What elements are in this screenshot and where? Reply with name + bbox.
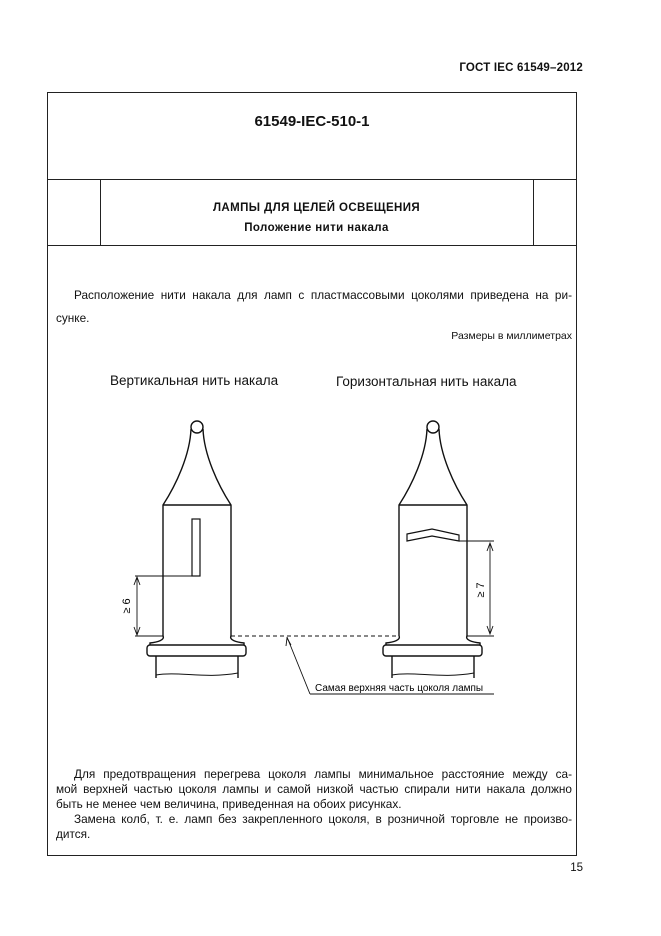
body-p2-line-1: Замена колб, т. е. ламп без закрепленного цоколя, в розничной торговле не произво-	[74, 812, 572, 826]
right-dimension-label: ≥ 7	[475, 582, 487, 598]
page-number: 15	[570, 862, 583, 874]
body-p2-line-2: дится.	[56, 827, 91, 841]
callout-leader	[287, 637, 310, 694]
body-p1-line-3: быть не менее чем величина, приведенная на обоих рисунках.	[56, 797, 402, 811]
intro-line-1: Расположение нити накала для ламп с пластмассовыми цоколями приведена на ри-	[74, 288, 572, 302]
vertical-filament-title: Вертикальная нить накала	[110, 373, 279, 388]
intro-line-2: сунке.	[56, 311, 90, 325]
body-p1-line-1: Для предотвращения перегрева цоколя лампы минимальное расстояние между са-	[74, 767, 572, 781]
sheet-number: 61549-IEC-510-1	[254, 113, 370, 130]
horizontal-filament-title: Горизонтальная нить накала	[336, 374, 517, 389]
left-dimension-label: ≥ 6	[121, 598, 133, 614]
standard-designation: ГОСТ IEC 61549–2012	[459, 62, 583, 74]
units-note: Размеры в миллиметрах	[451, 330, 572, 342]
body-p1-line-2: мой верхней частью цоколя лампы и самой низкой частью спирали нити накала должно	[56, 782, 572, 796]
left-lamp-drawing	[134, 421, 246, 678]
callout-label: Самая верхняя часть цоколя лампы	[315, 683, 484, 694]
sheet-heading: ЛАМПЫ ДЛЯ ЦЕЛЕЙ ОСВЕЩЕНИЯ	[212, 202, 421, 214]
sheet-subheading: Положение нити накала	[244, 222, 389, 234]
right-lamp-drawing	[383, 421, 494, 678]
